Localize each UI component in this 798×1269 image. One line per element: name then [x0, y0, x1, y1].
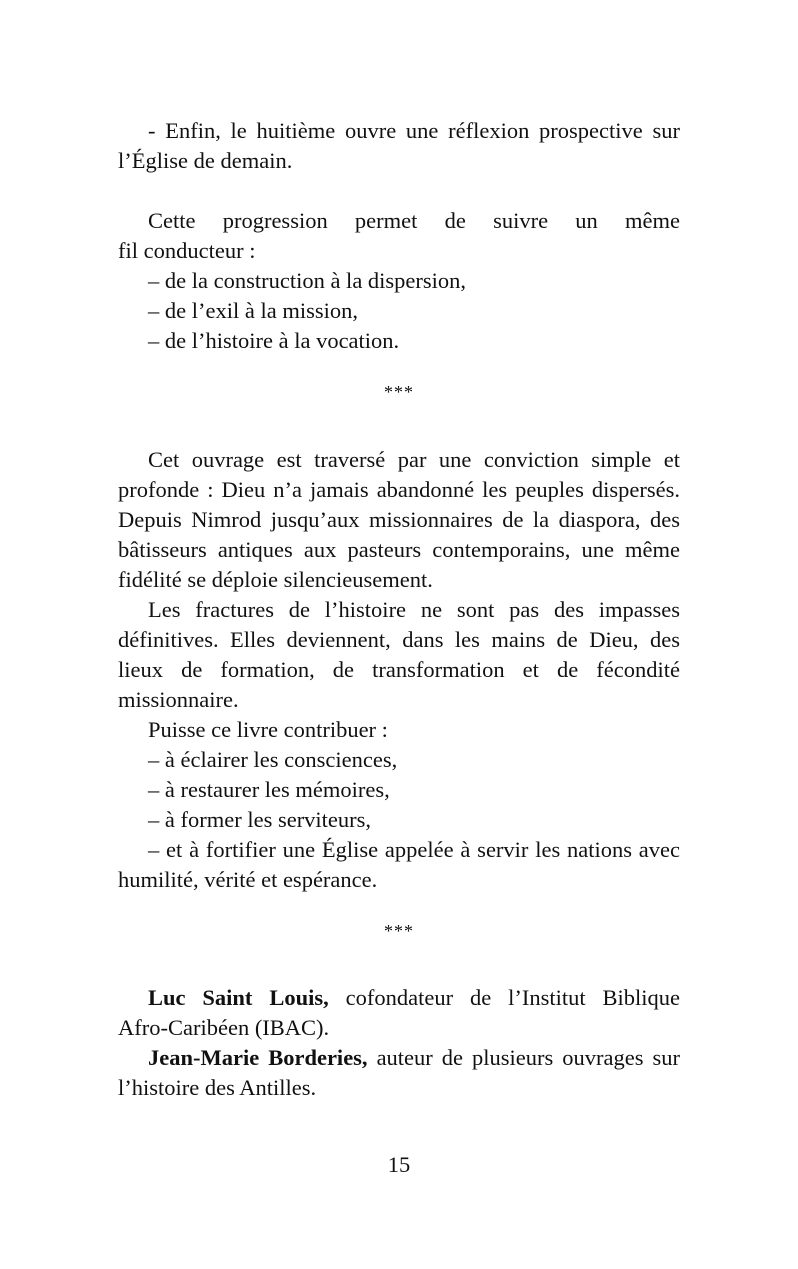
text-line: Depuis Nimrod jusqu’aux missionnaires de la diaspora, des: [118, 507, 680, 532]
author-entry: [118, 983, 680, 1043]
intro-line-2: [118, 146, 680, 176]
intro-text-1: - Enfin, le huitième ouvre une réflexion prospective sur: [148, 118, 680, 143]
progression-line-1: [118, 206, 680, 236]
page-body: [118, 116, 680, 1103]
progression-item: – de l’exil à la mission,: [148, 298, 358, 323]
wish-intro: Puisse ce livre contribuer :: [148, 717, 388, 742]
text-line: missionnaire.: [118, 687, 239, 712]
progression-text-2: fil conducteur :: [118, 238, 256, 263]
wish-item: – à éclairer les consciences,: [148, 747, 398, 772]
author-line-1: [118, 983, 680, 1013]
section-separator: ***: [384, 921, 414, 941]
wish-item: – à restaurer les mémoires,: [148, 777, 390, 802]
progression-line-2: [118, 236, 680, 266]
author-desc: auteur de plusieurs ouvrages sur: [367, 1045, 680, 1070]
text-line: Cet ouvrage est traversé par une conviction simple et: [148, 447, 680, 472]
intro-line-1: [118, 116, 680, 146]
text-line: Les fractures de l’histoire ne sont pas des impasses: [148, 597, 680, 622]
intro-text-2: l’Église de demain.: [118, 148, 293, 173]
text-line: fidélité se déploie silencieusement.: [118, 567, 433, 592]
text-line: définitives. Elles deviennent, dans les mains de Dieu, des: [118, 627, 680, 652]
text-line: profonde : Dieu n’a jamais abandonné les peuples dispersés.: [118, 477, 680, 502]
author-line-1: [118, 1043, 680, 1073]
author-line-2: Afro-Caribéen (IBAC).: [118, 1015, 330, 1040]
progression-item: – de l’histoire à la vocation.: [148, 328, 400, 353]
wish-item-last: – et à fortifier une Église appelée à servir les nations avec: [148, 837, 680, 862]
wish-item: – à former les serviteurs,: [148, 807, 372, 832]
progression-item: – de la construction à la dispersion,: [148, 268, 467, 293]
section-separator: ***: [384, 382, 414, 402]
author-desc: cofondateur de l’Institut Biblique: [328, 985, 680, 1010]
text-line: bâtisseurs antiques aux pasteurs contemporains, une même: [118, 537, 680, 562]
progression-text-1: Cette progression permet de suivre un même: [148, 208, 680, 233]
page-number: 15: [387, 1152, 411, 1177]
text-line: lieux de formation, de transformation et de fécondité: [118, 657, 680, 682]
wish-item-last-cont: humilité, vérité et espérance.: [118, 867, 378, 892]
conviction-paragraph-1: [118, 445, 680, 595]
conviction-paragraph-2: [118, 595, 680, 715]
author-line-2: l’histoire des Antilles.: [118, 1075, 317, 1100]
author-name: Luc Saint Louis,: [148, 985, 329, 1010]
author-entry: [118, 1043, 680, 1103]
author-name: Jean-Marie Borderies,: [148, 1045, 368, 1070]
